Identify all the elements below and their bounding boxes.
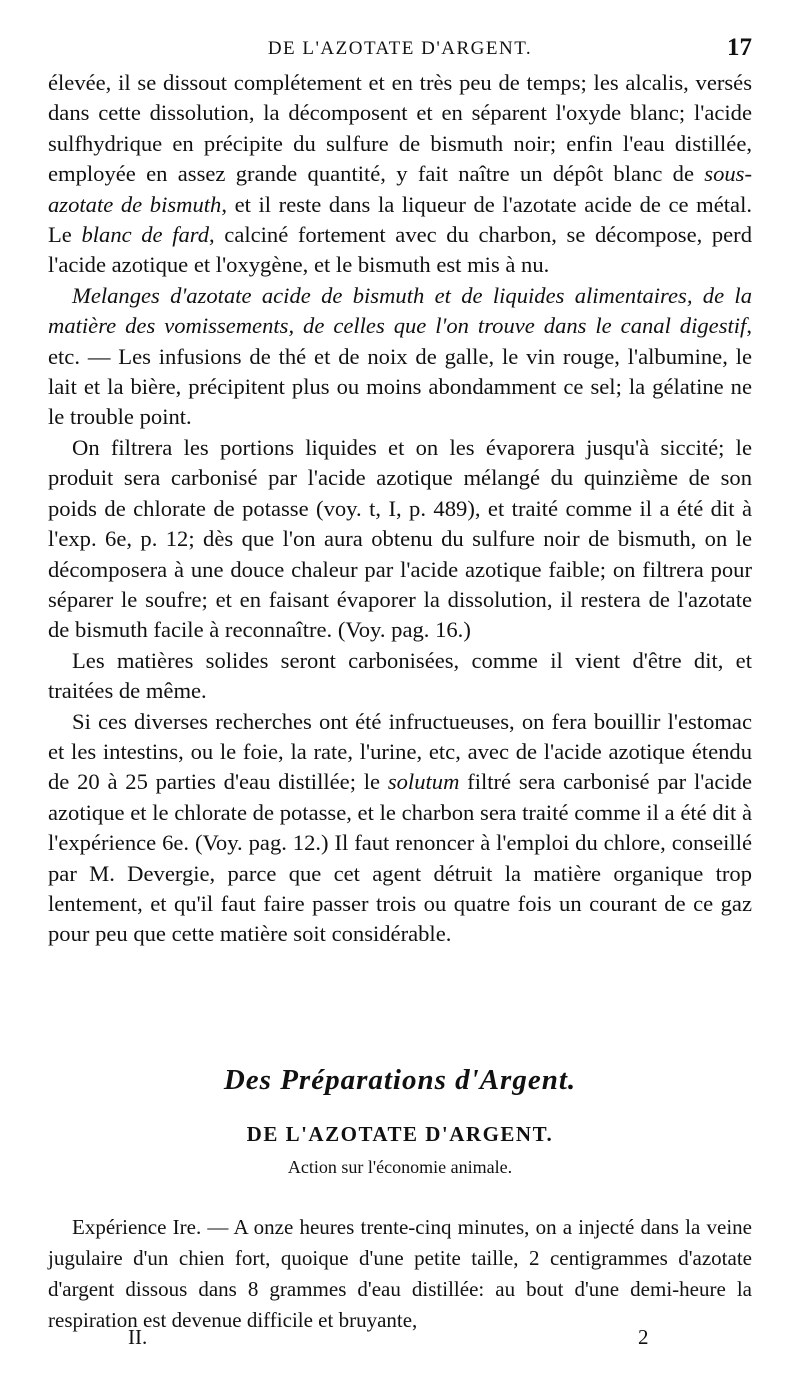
running-title: DE L'AZOTATE D'ARGENT. xyxy=(267,38,533,59)
text-run: , etc. — Les infusions de thé et de noix de galle, le vin rouge, l'albumine, le lait et la bière, précipitent plus ou moins abondamment ce sel; la gélatine ne le trouble point. xyxy=(48,313,752,430)
paragraph-further-research xyxy=(48,707,752,950)
section-heading: Des Préparations d'Argent. xyxy=(223,1064,577,1096)
running-head xyxy=(48,34,752,64)
italic-term: sous-azotate de bismuth xyxy=(48,161,752,217)
paragraph-mixtures xyxy=(48,281,752,433)
subsection-subtitle: Action sur l'économie animale. xyxy=(287,1157,513,1177)
italic-term: blanc de fard xyxy=(81,222,210,248)
body-text xyxy=(48,68,752,950)
paragraph-filtering xyxy=(48,433,752,646)
page-number: 17 xyxy=(727,34,752,61)
signature-mark: II. xyxy=(128,1325,148,1349)
text-run: , calciné fortement avec du charbon, se décompose, perd l'acide azotique et l'oxygène, et le bismuth est mis à nu. xyxy=(48,222,752,278)
italic-term: solutum xyxy=(387,769,460,795)
paragraph-solids xyxy=(48,646,752,707)
subsection-heading: DE L'AZOTATE D'ARGENT. xyxy=(246,1122,554,1146)
page-footer xyxy=(48,1325,752,1355)
text-run: Les matières solides seront carbonisées, comme il vient d'être dit, et traitées de même. xyxy=(48,647,752,704)
text-run: élevée, il se dissout complétement et en très peu de temps; les alcalis, versés dans cette dissolution, la décomposent et en séparent l'oxyde blanc; l'acide sulfhydrique en précipite du sulfure de bismuth noir; enfin l'eau distillée, employée en assez grande quantité, y fait naître un dépôt blanc de xyxy=(48,70,752,187)
experiment-text xyxy=(48,1212,752,1336)
text-run: , et il reste dans la liqueur de l'azotate acide de ce métal. Le xyxy=(48,191,752,248)
text-run: On filtrera les portions liquides et on les évaporera jusqu'à siccité; le produit sera carbonisé par l'acide azotique mélangé du quinzième de son poids de chlorate de potasse (voy. t, I, p. 489), et traité comme il a été dit à l'exp. 6e, p. 12; dès que l'on aura obtenu du sulfure noir de bismuth, on le décomposera à une douce chaleur par l'acide azotique faible; on filtrera pour séparer le soufre; et en faisant évaporer la dissolution, il restera de l'azotate de bismuth facile à reconnaître. (Voy. pag. 16.) xyxy=(48,434,752,643)
experiment-label: Expérience Ire. xyxy=(72,1215,202,1239)
text-run: Si ces diverses recherches ont été infructueuses, on fera bouillir l'estomac et les intestins, ou le foie, la rate, l'urine, etc, avec de l'acide azotique étendu de 20 à 25 parties d'eau distillée; le xyxy=(48,708,752,795)
italic-heading-run: Melanges d'azotate acide de bismuth et de liquides alimentaires, de la matière des vomissements, de celles que l'on trouve dans le canal digestif xyxy=(48,282,752,339)
text-run: filtré sera carbonisé par l'acide azotique et le chlorate de potasse, et le charbon sera traité comme il a été dit à l'expérience 6e. (Voy. pag. 12.) Il faut renoncer à l'emploi du chlore, conseillé par M. Devergie, parce que cet agent détruit la matière organique trop lentement, et qu'il faut faire passer trois ou quatre fois un courant de ce gaz pour peu que cette matière soit considérable. xyxy=(48,769,752,947)
paragraph-continuation xyxy=(48,68,752,281)
experiment-paragraph xyxy=(48,1212,752,1336)
sheet-number: 2 xyxy=(638,1325,649,1349)
experiment-body: — A onze heures trente-cinq minutes, on a injecté dans la veine jugulaire d'un chien fort, quoique d'une petite taille, 2 centigrammes d'azotate d'argent dissous dans 8 grammes d'eau distillée: au bout d'une demi-heure la respiration est devenue difficile et bruyante, xyxy=(48,1215,752,1332)
